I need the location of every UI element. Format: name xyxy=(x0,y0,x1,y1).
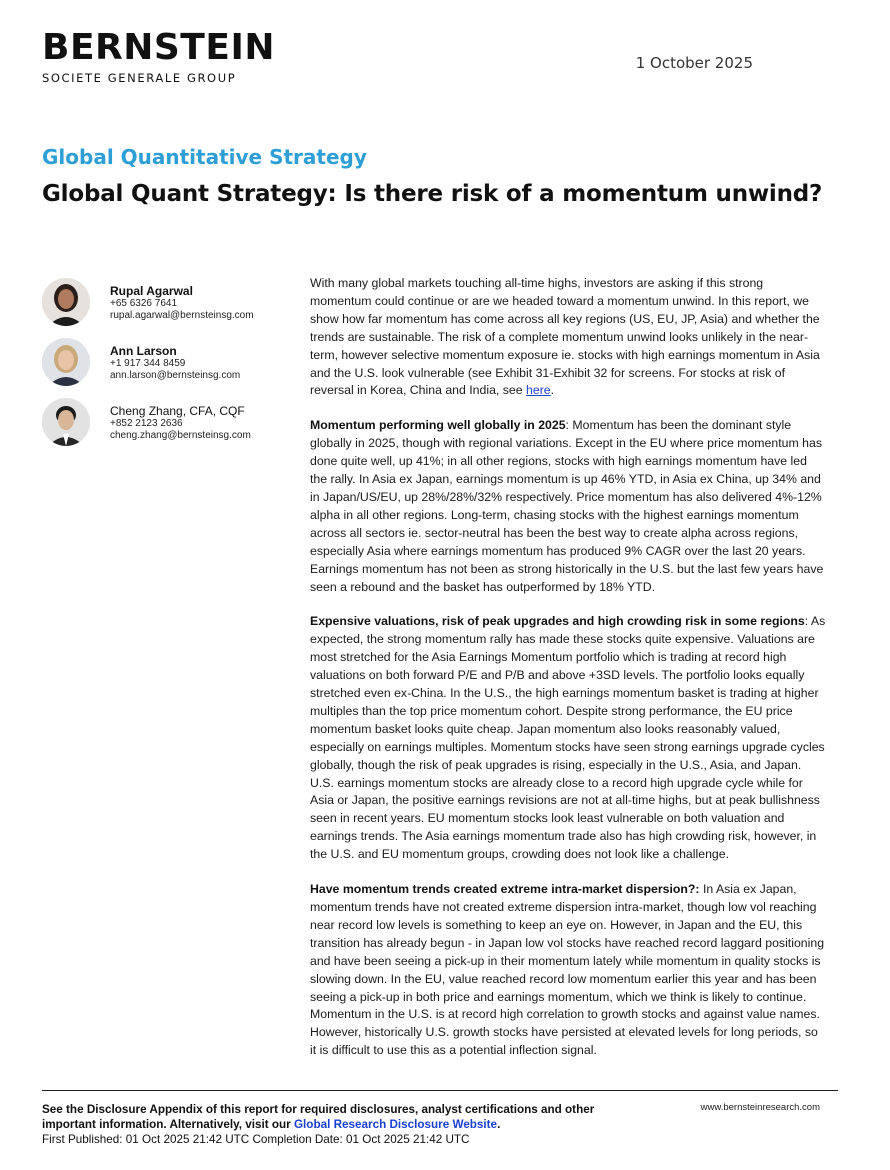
author-phone: +1 917 344 8459 xyxy=(110,358,186,369)
author-card xyxy=(42,338,292,398)
report-body xyxy=(310,275,826,1077)
author-list xyxy=(42,278,292,458)
avatar xyxy=(42,338,90,386)
author-name: Ann Larson xyxy=(110,344,177,358)
author-phone: +65 6326 7641 xyxy=(110,298,178,309)
avatar xyxy=(42,398,90,446)
author-card xyxy=(42,278,292,338)
paragraph-momentum: Momentum performing well globally in 2025: Momentum has been the dominant style globally in 2025, though with regional variations. Except in the EU where price momentum has done quite well, up 41%; in all other regions, stocks with high earnings momentum have led the rally. In Asia ex Japan, earnings momentum is up 46% YTD, in Asia ex China, up 34% and in Japan/US/EU, up 28%/28%/32% respectively. Price momentum has also delivered 4%-12% alpha in all other regions. Long-term, chasing stocks with the highest earnings momentum across all sectors ie. sector-neutral has been the best way to create alpha across regions, especially Asia where earnings momentum has produced 9% CAGR over the last 20 years. Earnings momentum has not been as strong historically in the U.S. but the last few years have seen a rebound and the basket has outperformed by 18% YTD. xyxy=(310,418,824,594)
author-name: Cheng Zhang, CFA, CQF xyxy=(110,404,245,418)
author-card xyxy=(42,398,292,458)
author-email[interactable]: rupal.agarwal@bernsteinsg.com xyxy=(110,310,254,321)
brand-name: BERNSTEIN xyxy=(42,27,275,68)
paragraph-dispersion: Have momentum trends created extreme intra-market dispersion?: In Asia ex Japan, momentum trends have not created extreme dispersion intra-market, though low vol reaching near record low levels is something to keep an eye on. However, in Japan and the EU, this transition has already begun - in Japan low vol stocks have reached record laggard positioning and have been seeing a pick-up in their momentum lately while momentum in quality stocks is slowing down. In the EU, value reached record low momentum earlier this year and has been seeing a pick-up in both price and earnings momentum, which we think is likely to continue. Momentum in the U.S. is at record high correlation to growth stocks and against value names. However, historically U.S. growth stocks have persisted at elevated levels for long periods, so it is difficult to use this as a potential inflection signal. xyxy=(310,882,825,1058)
author-name: Rupal Agarwal xyxy=(110,284,193,298)
here-link[interactable]: here xyxy=(526,383,551,398)
paragraph-valuations: Expensive valuations, risk of peak upgrades and high crowding risk in some regions: As expected, the strong momentum rally has made these stocks quite expensive. Valuations are most stretched for the Asia Earnings Momentum portfolio which is trading at record high valuations on both forward P/E and P/B and above +3SD levels. The portfolio looks equally stretched even ex-China. In the U.S., the high earnings momentum basket is trading at higher multiples than the top price momentum cohort. Despite strong performance, the EU price momentum basket looks quite cheap. Japan momentum also looks reasonably valued, especially on earnings multiples. Momentum stocks have seen strong earnings upgrade cycles globally, though the risk of peak upgrades is rising, especially in the U.S., Asia, and Japan. U.S. earnings momentum stocks are already close to a record high upgrade cycle while for Asia or Japan, the positive earnings revisions are not at all-time highs, but at peak bullishness seen in recent years. EU momentum stocks look least vulnerable on both valuation and earnings trends. The Asia earnings momentum trade also has high crowding risk, however, in the U.S. and EU momentum groups, crowding does not look like a challenge. xyxy=(310,614,826,862)
paragraph-heading: Have momentum trends created extreme intra-market dispersion?: xyxy=(310,882,700,897)
brand-logo xyxy=(42,27,275,85)
paragraph-heading: Momentum performing well globally in 2025 xyxy=(310,418,566,433)
brand-subtitle: SOCIETE GENERALE GROUP xyxy=(42,71,237,85)
author-email[interactable]: ann.larson@bernsteinsg.com xyxy=(110,370,241,381)
avatar xyxy=(42,278,90,326)
report-date: 1 October 2025 xyxy=(635,54,753,72)
series-title: Global Quantitative Strategy xyxy=(42,145,367,169)
intro-paragraph: With many global markets touching all-time highs, investors are asking if this strong momentum could continue or are we headed toward a momentum unwind. In this report, we show how far momentum has come across all key regions (US, EU, JP, Asia) and whether the trends are sustainable. The risk of a complete momentum unwind looks unlikely in the near-term, however selective momentum exposure ie. stocks with high earnings momentum in Asia and the U.S. look vulnerable (see Exhibit 31-Exhibit 32 for screens. For stocks at risk of reversal in Korea, China and India, see here. xyxy=(310,276,820,398)
footer-divider xyxy=(42,1090,838,1091)
disclosure-link[interactable]: Global Research Disclosure Website xyxy=(293,1118,498,1131)
publication-dates: First Published: 01 Oct 2025 21:42 UTC Completion Date: 01 Oct 2025 21:42 UTC xyxy=(42,1133,470,1146)
author-email[interactable]: cheng.zhang@bernsteinsg.com xyxy=(110,430,251,441)
paragraph-heading: Expensive valuations, risk of peak upgrades and high crowding risk in some regions xyxy=(310,614,805,629)
author-phone: +852 2123 2636 xyxy=(110,418,183,429)
page-title: Global Quant Strategy: Is there risk of a momentum unwind? xyxy=(42,181,823,207)
disclosure-text: See the Disclosure Appendix of this report for required disclosures, analyst certifications and other important information. Alternatively, visit our Global Research Disclosure Website. xyxy=(42,1103,595,1131)
website-link[interactable]: www.bernsteinresearch.com xyxy=(700,1102,820,1113)
